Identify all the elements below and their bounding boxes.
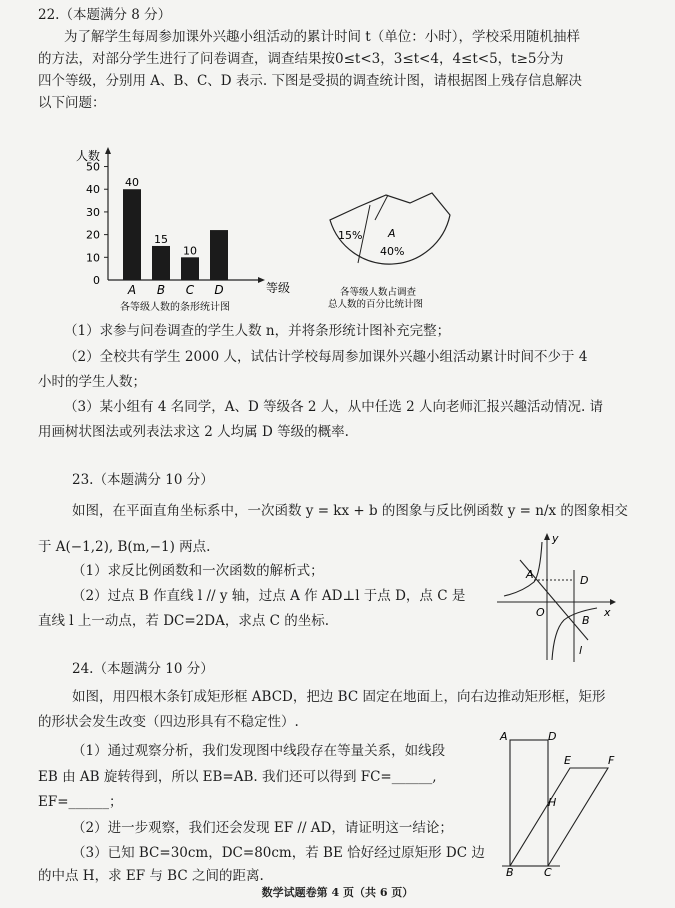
pie-a-percent: 40% xyxy=(380,245,405,258)
q22-question-2: （2）全校共有学生 2000 人，试估计学校每周参加课外兴趣小组活动累计时间不少于 4 xyxy=(64,349,588,365)
bar-b xyxy=(152,246,170,280)
bar-a xyxy=(123,189,141,280)
rectangle-abcd xyxy=(510,740,548,866)
bar-y-axis-title: 人数 xyxy=(76,149,101,163)
bar-y-tick-label: 0 xyxy=(93,274,100,287)
q24-line-7: （3）已知 BC=30cm，DC=80cm，若 BE 恰好经过原矩形 DC 边 xyxy=(72,845,485,861)
point-d-label-24: D xyxy=(548,730,557,743)
q23-graph xyxy=(492,530,622,665)
bar-chart-caption: 各等级人数的条形统计图 xyxy=(120,302,230,313)
point-h-label: H xyxy=(548,796,557,809)
q24-line-5: EF=______； xyxy=(38,794,123,810)
pie-b-percent: 15% xyxy=(338,229,363,242)
q24-line-2: 的形状会发生改变（四边形具有不稳定性）. xyxy=(38,714,299,730)
bar-category-label: A xyxy=(127,283,137,297)
q24-line-8: 的中点 H，求 EF 与 BC 之间的距离. xyxy=(38,868,264,884)
q23-line-3: （1）求反比例函数和一次函数的解析式； xyxy=(72,563,324,579)
point-f-label: F xyxy=(608,754,615,767)
q22-question-3: （3）某小组有 4 名同学，A、D 等级各 2 人，从中任选 2 人向老师汇报兴趣活动情况. 请 xyxy=(64,399,604,415)
point-d-label: D xyxy=(580,574,589,587)
q24-figure xyxy=(498,728,630,878)
origin-label: O xyxy=(536,606,545,619)
q22-question-1: （1）求参与问卷调查的学生人数 n，并将条形统计图补充完整； xyxy=(64,323,451,339)
q22-question-3-cont: 用画树状图法或列表法求这 2 人均属 D 等级的概率. xyxy=(38,424,349,440)
x-axis-label: x xyxy=(604,606,611,619)
bar-data-label: 10 xyxy=(183,244,197,258)
q22-intro-line-4: 以下问题： xyxy=(38,95,106,111)
q24-line-3: （1）通过观察分析，我们发现图中线段存在等量关系，如线段 xyxy=(72,743,446,759)
bar-category-label: D xyxy=(214,283,224,297)
q24-title: 24.（本题满分 10 分） xyxy=(72,661,214,677)
pie-caption-line-1: 各等级人数占调查 xyxy=(340,287,417,298)
q24-line-6: （2）进一步观察，我们还会发现 EF // AD，请证明这一结论； xyxy=(72,820,453,836)
bar-category-label: B xyxy=(156,283,166,297)
point-c-label-24: C xyxy=(544,866,552,878)
q22-title: 22.（本题满分 8 分） xyxy=(38,7,172,23)
bar-x-axis-arrow-icon xyxy=(258,277,265,283)
pie-caption-line-2: 总人数的百分比统计图 xyxy=(328,299,424,310)
parallelogram-ebcf xyxy=(510,768,608,866)
q22-question-2-cont: 小时的学生人数； xyxy=(38,374,146,390)
bar-y-tick-label: 20 xyxy=(86,228,100,242)
bar-y-tick-label: 10 xyxy=(86,251,100,265)
q22-intro-line-1: 为了解学生每周参加课外兴趣小组活动的累计时间 t（单位：小时），学校采用随机抽样 xyxy=(64,29,580,45)
q23-title: 23.（本题满分 10 分） xyxy=(72,472,214,488)
point-b-label: B xyxy=(582,614,590,627)
bar-y-tick-label: 40 xyxy=(86,183,100,197)
bar-y-tick-label: 30 xyxy=(86,205,100,219)
q24-line-4: EB 由 AB 旋转得到，所以 EB=AB. 我们还可以得到 FC=______, xyxy=(38,769,437,785)
y-axis-label: y xyxy=(552,532,559,545)
bar-data-label: 40 xyxy=(125,176,139,190)
pie-a-label: A xyxy=(388,227,396,240)
point-b-label-24: B xyxy=(506,866,514,878)
hyperbola-left xyxy=(504,542,542,596)
bar-y-axis-arrow-icon xyxy=(105,147,111,154)
bar-category-label: C xyxy=(185,283,195,297)
y-axis-arrow-icon xyxy=(544,533,550,540)
q24-line-1: 如图，用四根木条钉成矩形框 ABCD，把边 BC 固定在地面上，向右边推动矩形框，矩形 xyxy=(72,689,606,705)
page-footer: 数学试题卷第 4 页（共 6 页） xyxy=(261,886,414,899)
pie-chart xyxy=(320,185,470,315)
bar-x-axis-title: 等级 xyxy=(266,281,291,295)
q23-line-5: 直线 l 上一动点，若 DC=2DA，求点 C 的坐标. xyxy=(38,613,330,629)
bar-data-label: 15 xyxy=(154,232,168,246)
point-a-label: A xyxy=(526,568,534,581)
q23-line-4: （2）过点 B 作直线 l // y 轴，过点 A 作 AD⊥l 于点 D，点 C 是 xyxy=(72,588,466,604)
q22-intro-line-2: 的方法，对部分学生进行了问卷调查，调查结果按0≤t<3，3≤t<4，4≤t<5，t≥5分为 xyxy=(38,51,564,67)
x-axis-arrow-icon xyxy=(610,599,616,605)
q22-intro-line-3: 四个等级，分别用 A、B、C、D 表示. 下图是受损的调查统计图，请根据图上残存信息解决 xyxy=(38,73,582,89)
q23-line-1: 如图，在平面直角坐标系中，一次函数 y = kx + b 的图象与反比例函数 y = n/x 的图象相交 xyxy=(72,503,628,519)
point-e-label: E xyxy=(564,754,571,767)
bar-c xyxy=(181,257,199,280)
bar-chart xyxy=(60,138,310,318)
point-a-label-24: A xyxy=(500,730,508,743)
bar-y-tick-label: 50 xyxy=(86,160,100,174)
bar-d xyxy=(210,230,228,280)
q23-line-2: 于 A(−1,2), B(m,−1) 两点. xyxy=(38,539,211,555)
line-l-label: l xyxy=(579,644,583,657)
